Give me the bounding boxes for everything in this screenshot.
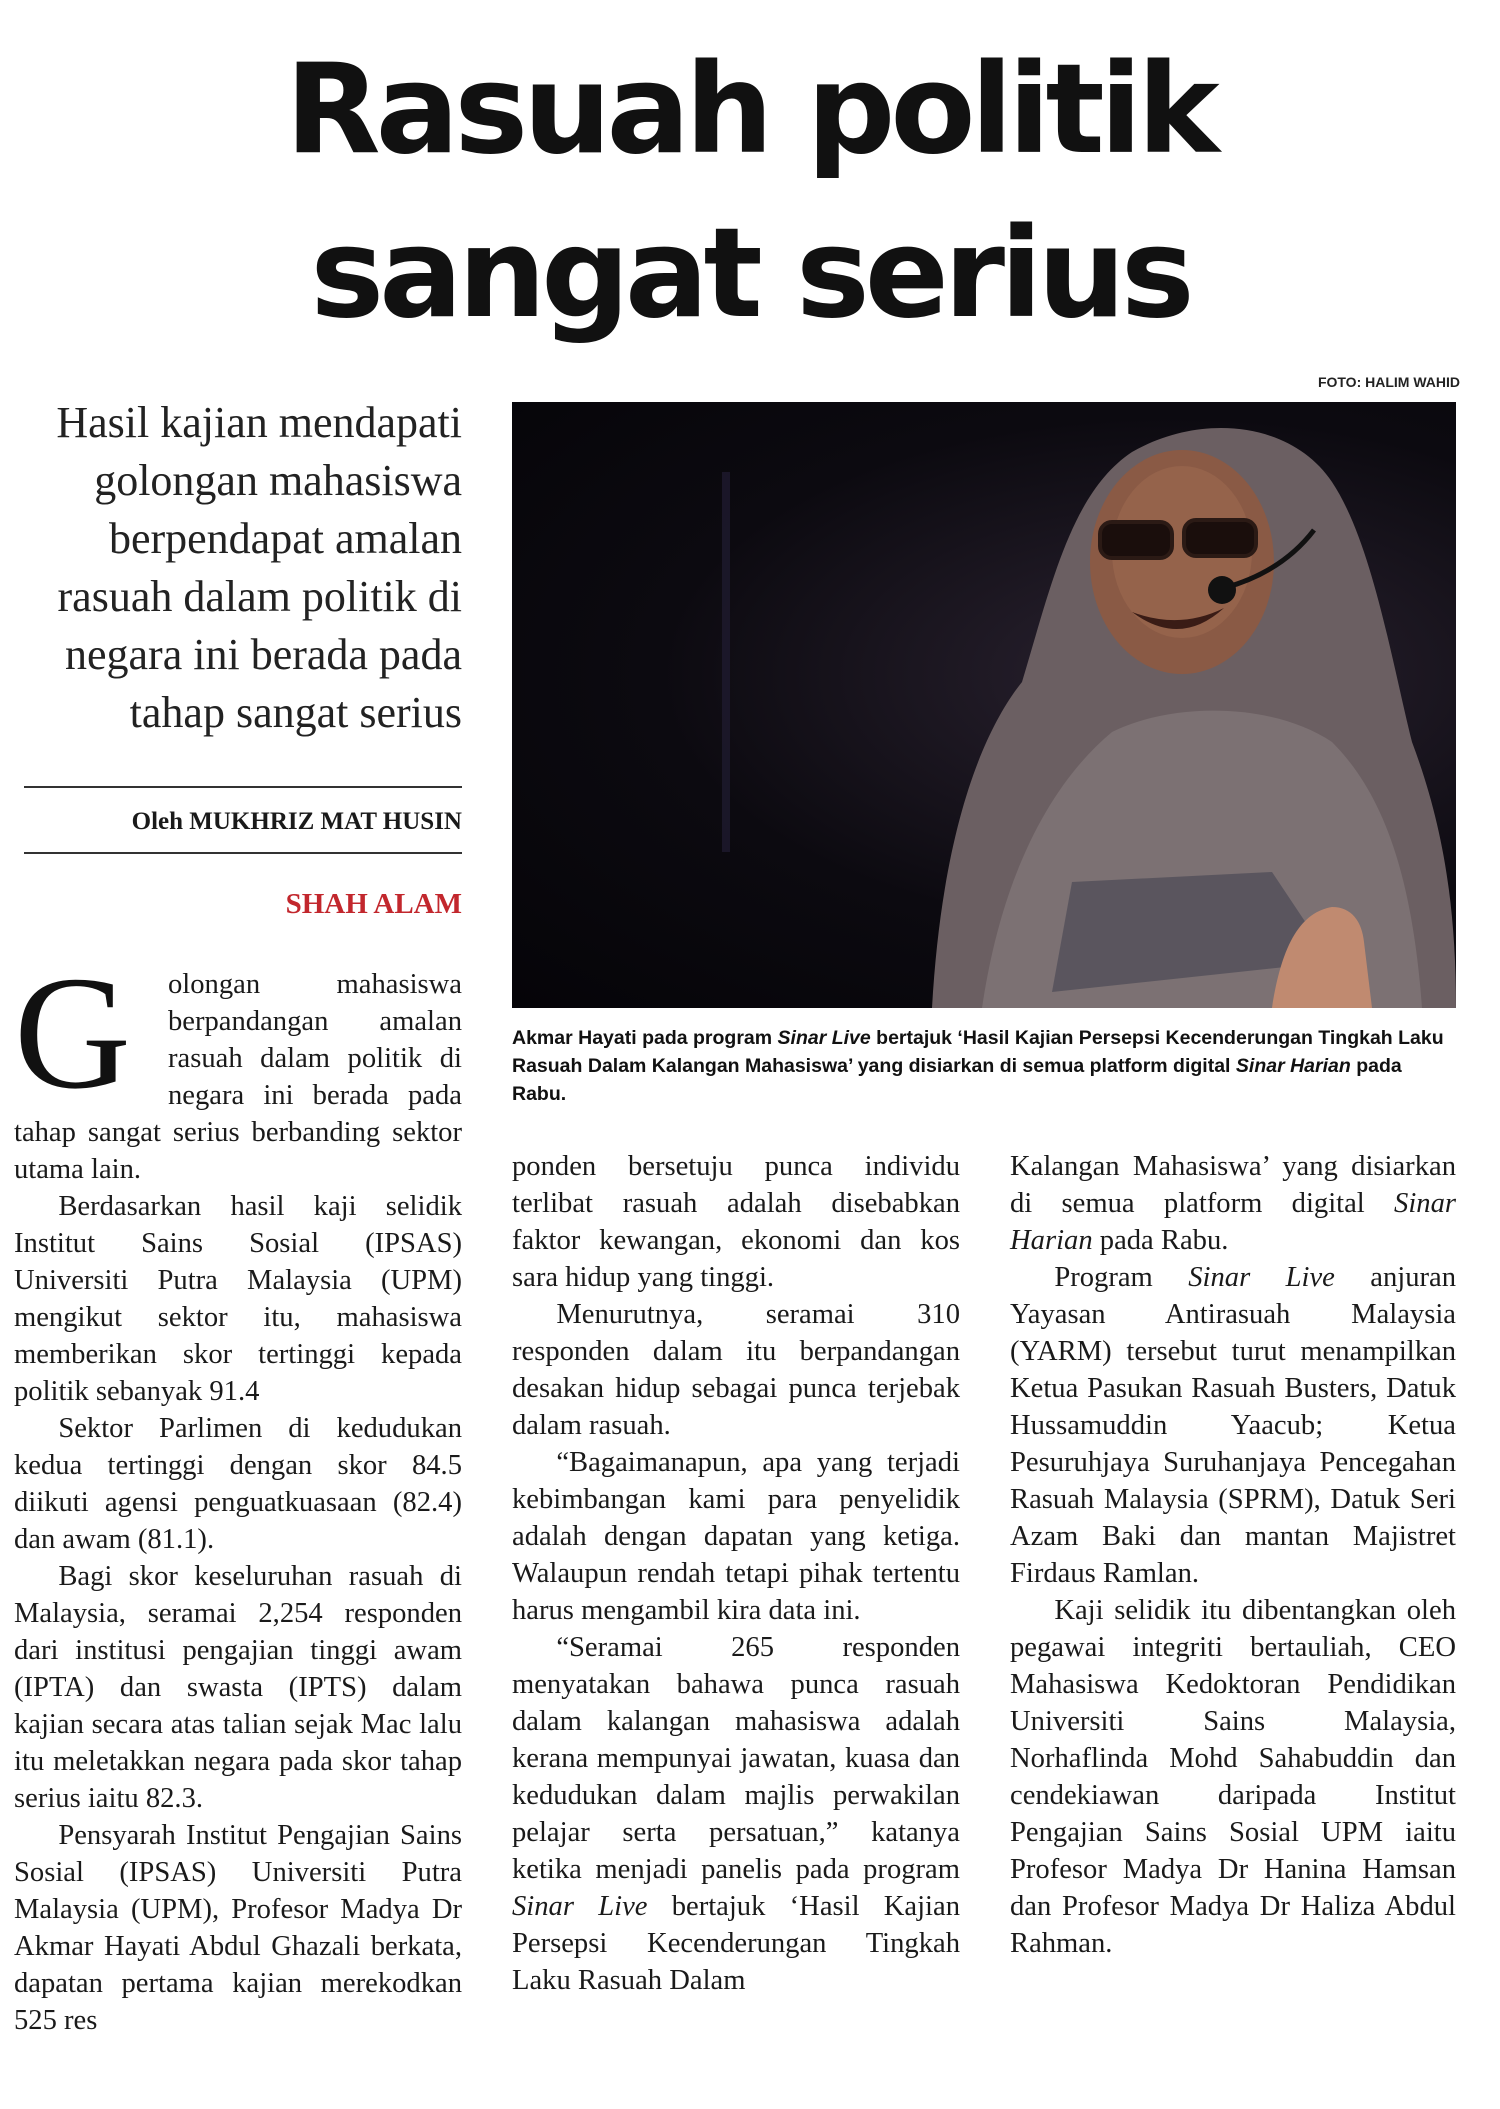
paragraph-3: Sektor Parlimen di kedudukan kedua tertinggi dengan skor 84.5 diikuti agensi penguatkuasaan (82.4) dan awam (81.1). [14,1413,462,1555]
photo-credit: FOTO: HALIM WAHID [1317,374,1460,390]
photo-caption [512,1024,1456,1108]
paragraph-6: ponden bersetuju punca individu terlibat rasuah adalah disebabkan faktor kewangan, ekonomi dan kos sara hidup yang tinggi. [512,1151,960,1293]
paragraph-9 [512,1629,960,1999]
paragraph-11 [1010,1259,1456,1592]
headline-line-1: Rasuah politik [285,38,1215,182]
paragraph-5: Pensyarah Institut Pengajian Sains Sosial (IPSAS) Universiti Putra Malaysia (UPM), Profesor Madya Dr Akmar Hayati Abdul Ghazali berkata, dapatan pertama kajian merekodkan 525 res [14,1820,462,2036]
headline-line-2: sangat serius [310,202,1190,346]
headline [0,28,1500,356]
caption-part-3: pada Rabu. [512,1055,1402,1105]
paragraph-11-text-a: Program [1054,1262,1189,1293]
caption-program-name: Sinar Live [777,1027,871,1049]
paragraph-4: Bagi skor keseluruhan rasuah di Malaysia, seramai 2,254 responden dari institusi pengajian tinggi awam (IPTA) dan swasta (IPTS) dalam kajian secara atas talian sejak Mac lalu itu meletakkan negara pada skor tahap serius iaitu 82.3. [14,1561,462,1814]
caption-paper-name: Sinar Harian [1235,1055,1351,1077]
paragraph-9-text-a: “Seramai 265 responden menyatakan bahawa punca rasuah dalam kalangan mahasiswa adalah kerana mempunyai jawatan, kuasa dan kedudukan dalam majlis perwakilan pelajar serta persatuan,” katanya ketika menjadi panelis pada program [512,1632,960,1885]
speaker-photo-illustration [512,402,1456,1008]
article-column-2 [512,1148,960,1999]
paragraph-10-text-a: Kalangan Mahasiswa’ yang disiarkan di semua platform digital [1010,1151,1456,1219]
paragraph-10-paper-name: Sinar Harian [1010,1188,1456,1256]
rule-below-byline [24,852,462,854]
paragraph-11-program-name: Sinar Live [1188,1262,1335,1293]
paragraph-2: Berdasarkan hasil kaji selidik Institut Sains Sosial (IPSAS) Universiti Putra Malaysia (UPM) mengikut sektor itu, mahasiswa memberikan skor tertinggi kepada politik sebanyak 91.4 [14,1191,462,1407]
paragraph-10-text-b: pada Rabu. [1092,1225,1229,1256]
article-column-1 [14,944,462,2039]
standfirst: Hasil kajian mendapati golongan mahasiswa berpendapat amalan rasuah dalam politik di negara ini berada pada tahap sangat serius [56,398,462,737]
paragraph-10 [1010,1148,1456,1259]
rule-above-byline [24,786,462,788]
caption-part-1: Akmar Hayati pada program [512,1027,778,1049]
paragraph-1 [14,944,462,1188]
byline: Oleh MUKHRIZ MAT HUSIN [131,808,462,835]
paragraph-7: Menurutnya, seramai 310 responden dalam itu berpandangan desakan hidup sebagai punca terjebak dalam rasuah. [512,1299,960,1441]
drop-cap: G [14,944,131,1123]
paragraph-1-text: olongan mahasiswa berpandangan amalan rasuah dalam politik di negara ini berada pada tahap sangat serius berbanding sektor utama lain. [14,969,462,1185]
paragraph-12: Kaji selidik itu dibentangkan oleh pegawai integriti bertauliah, CEO Mahasiswa Kedoktoran Pendidikan Universiti Sains Malaysia, Norhaflinda Mohd Sahabuddin dan cendekiawan daripada Institut Pengajian Sains Sosial UPM iaitu Profesor Madya Dr Hanina Hamsan dan Profesor Madya Dr Haliza Abdul Rahman. [1010,1595,1456,1959]
paragraph-9-text-b: bertajuk ‘Hasil Kajian Persepsi Kecenderungan Tingkah Laku Rasuah Dalam [512,1891,960,1996]
article-column-3 [1010,1148,1456,1962]
paragraph-11-text-b: anjuran Yayasan Antirasuah Malaysia (YARM) tersebut turut menampilkan Ketua Pasukan Rasuah Busters, Datuk Hussamuddin Yaacub; Ketua Pesuruhjaya Suruhanjaya Pencegahan Rasuah Malaysia (SPRM), Datuk Seri Azam Baki dan mantan Majistret Firdaus Ramlan. [1010,1262,1457,1589]
paragraph-9-program-name: Sinar Live [512,1891,648,1922]
paragraph-8: “Bagaimanapun, apa yang terjadi kebimbangan kami para penyelidik adalah dengan dapatan yang ketiga. Walaupun rendah tetapi pihak tertentu harus mengambil kira data ini. [512,1447,960,1626]
dateline: SHAH ALAM [285,888,462,920]
caption-part-2: bertajuk ‘Hasil Kajian Persepsi Kecenderungan Tingkah Laku Rasuah Dalam Kalangan Mahasiswa’ yang disiarkan di semua platform digital [512,1027,1444,1077]
article-photo [512,402,1456,1008]
